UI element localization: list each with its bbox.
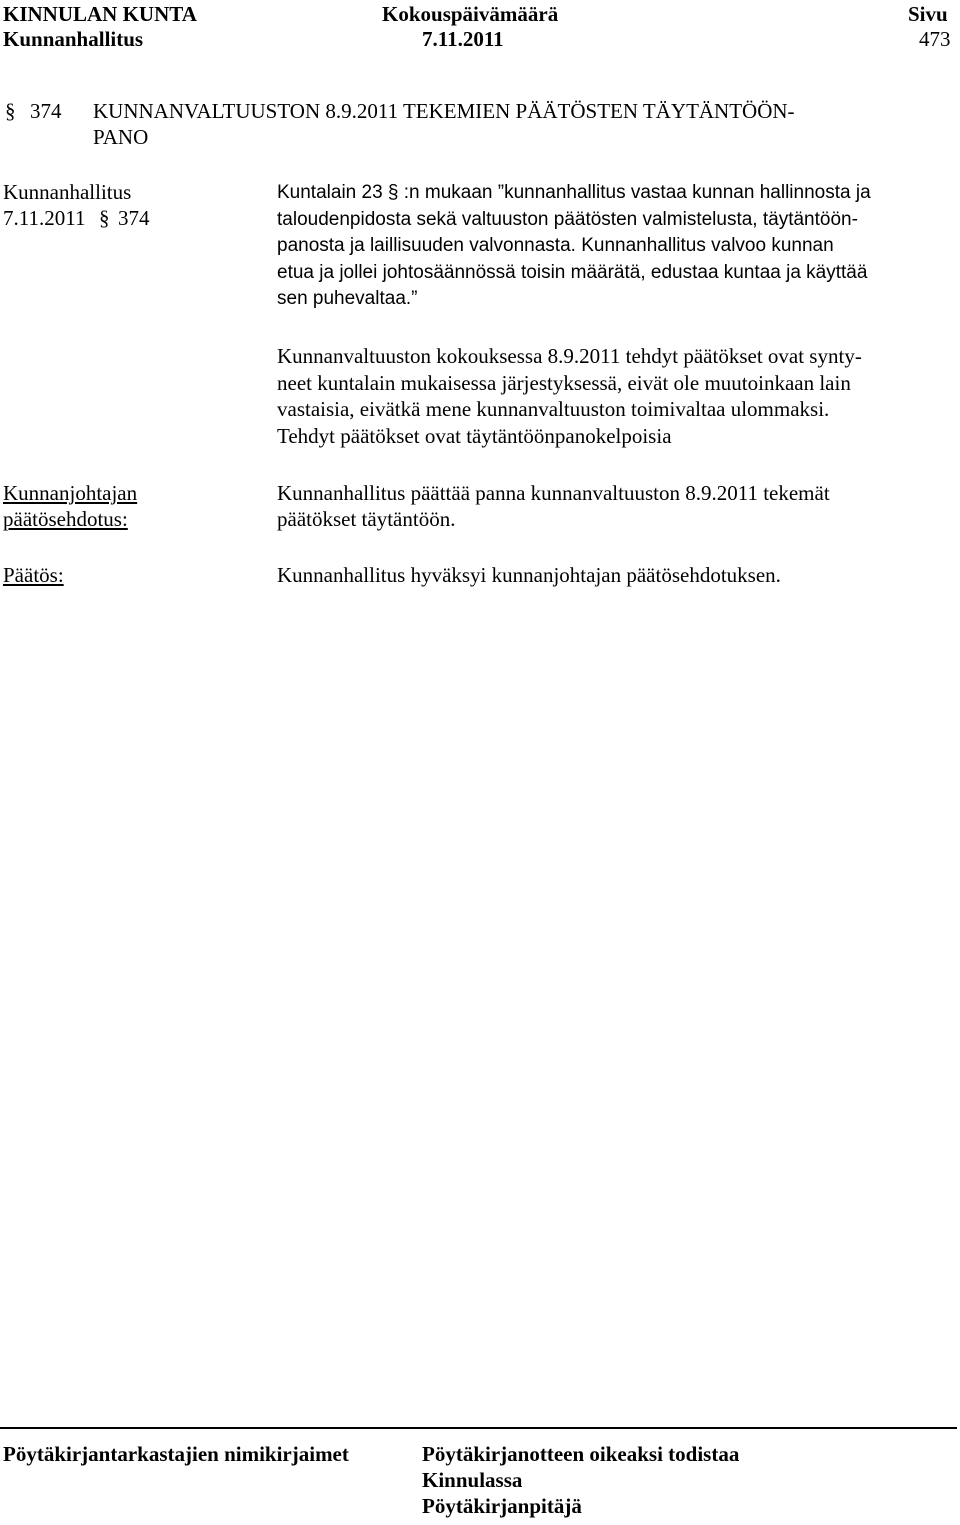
reference-body: Kunnanhallitus: [3, 180, 132, 204]
proposal-label-line1: Kunnanjohtajan: [3, 481, 138, 505]
paragraph-line: panosta ja laillisuuden valvonnasta. Kunnanhallitus valvoo kunnan: [277, 235, 834, 256]
section-number: 374: [30, 99, 62, 123]
reference-number: 374: [118, 206, 150, 230]
proposal-text-line1: Kunnanhallitus päättää panna kunnanvaltuuston 8.9.2011 tekemät: [277, 481, 830, 505]
header-org: KINNULAN KUNTA: [3, 2, 197, 26]
section-title-line2: PANO: [93, 125, 149, 149]
footer-secretary-label: Pöytäkirjanpitäjä: [422, 1494, 582, 1518]
section-title-line1: KUNNANVALTUUSTON 8.9.2011 TEKEMIEN PÄÄTÖSTEN TÄYTÄNTÖÖN-: [93, 99, 795, 123]
section-symbol: §: [5, 99, 16, 123]
paragraph-line: vastaisia, eivätkä mene kunnanvaltuuston toimivaltaa ulommaksi.: [277, 397, 830, 421]
header-page-number: 473: [919, 27, 951, 51]
footer-divider: [0, 1427, 957, 1429]
proposal-label-line2: päätösehdotus:: [3, 507, 128, 531]
header-body-name: Kunnanhallitus: [3, 27, 144, 51]
paragraph-line: Kunnanvaltuuston kokouksessa 8.9.2011 tehdyt päätökset ovat synty-: [277, 344, 862, 368]
paragraph-line: Tehdyt päätökset ovat täytäntöönpanokelpoisia: [277, 423, 672, 448]
paragraph-line: sen puhevaltaa.”: [277, 288, 418, 309]
footer-place: Kinnulassa: [422, 1468, 523, 1492]
paragraph-decision-validity: [277, 343, 957, 449]
reference-symbol: §: [99, 206, 110, 230]
header-page-label: Sivu: [908, 2, 948, 26]
header-date-label: Kokouspäivämäärä: [382, 2, 559, 26]
paragraph-line: etua ja jollei johtosäännössä toisin määrätä, edustaa kuntaa ja käyttää: [277, 261, 868, 283]
footer-initials-label: Pöytäkirjantarkastajien nimikirjaimet: [3, 1442, 349, 1466]
proposal-text-line2: päätökset täytäntöön.: [277, 507, 456, 531]
paragraph-legal-basis: [277, 180, 957, 313]
decision-label: Päätös:: [3, 563, 64, 587]
paragraph-line: neet kuntalain mukaisessa järjestyksessä, eivät ole muutoinkaan lain: [277, 370, 851, 395]
header-date: 7.11.2011: [422, 27, 504, 51]
footer-certification-label: Pöytäkirjanotteen oikeaksi todistaa: [422, 1442, 740, 1466]
decision-text: Kunnanhallitus hyväksyi kunnanjohtajan päätösehdotuksen.: [277, 563, 781, 587]
paragraph-line: Kuntalain 23 § :n mukaan ”kunnanhallitus vastaa kunnan hallinnosta ja: [277, 182, 871, 203]
reference-date: 7.11.2011: [3, 206, 86, 230]
paragraph-line: taloudenpidosta sekä valtuuston päätösten valmistelusta, täytäntöön-: [277, 208, 858, 230]
